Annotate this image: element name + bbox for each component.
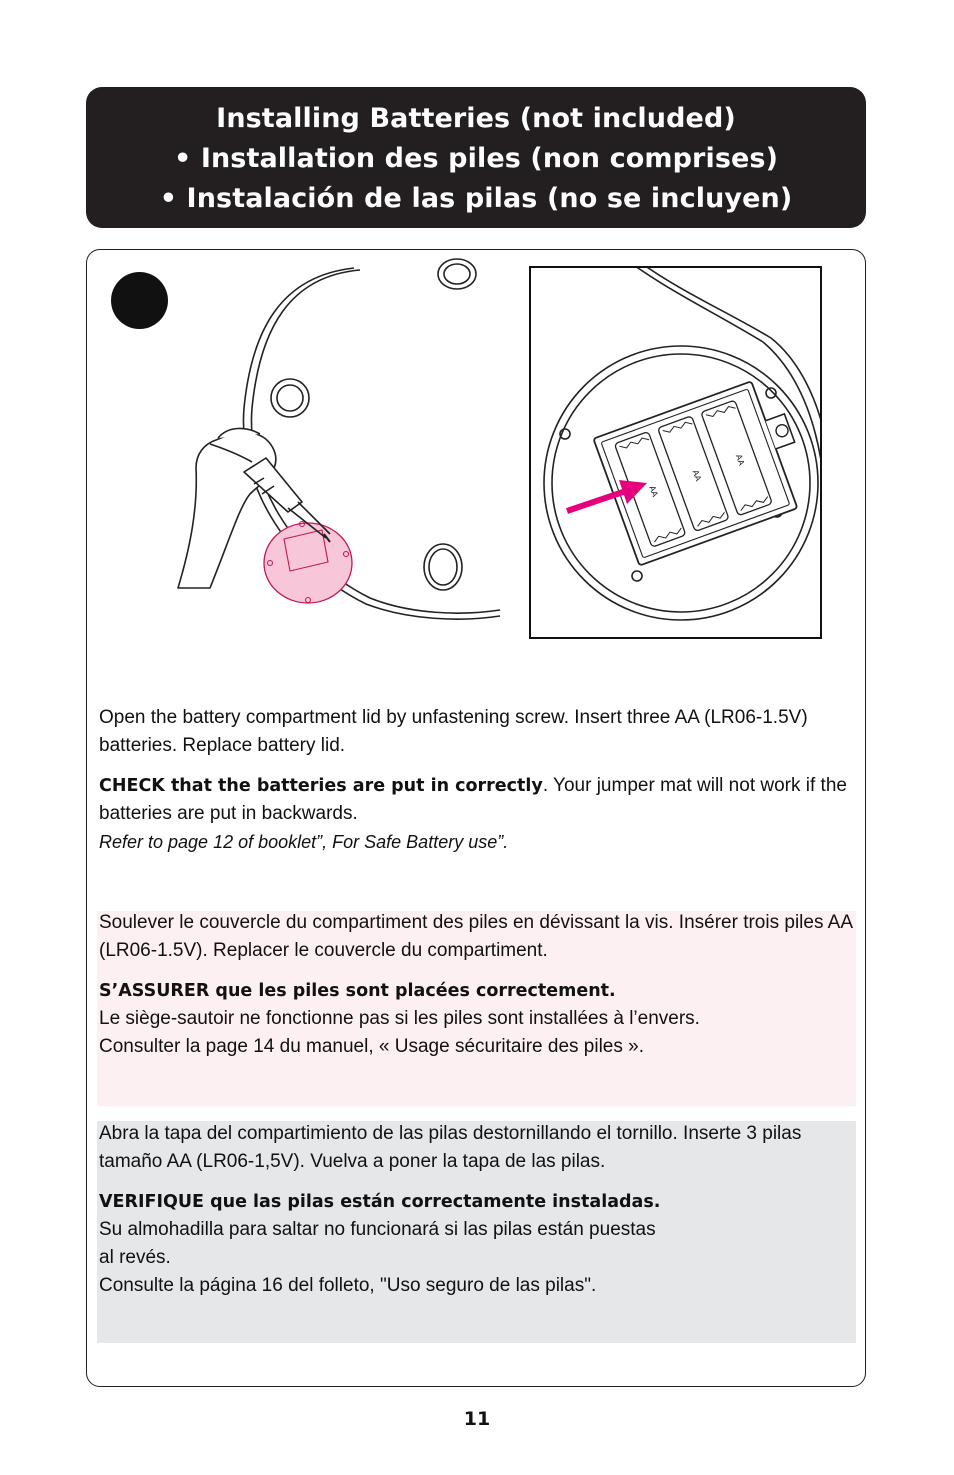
header-title-french: • Installation des piles (non comprises) [173,142,779,174]
english-instructions [99,704,859,856]
battery-lid [264,523,352,603]
english-warning [99,772,859,828]
english-warning-bold: CHECK that the batteries are put in correctly [99,776,543,796]
french-instructions [99,909,855,1061]
battery-label-1: AA [647,484,660,499]
header-title-english: Installing Batteries (not included) [216,102,736,134]
spanish-instructions [99,1120,855,1300]
french-reference: Consulter la page 14 du manuel, « Usage sécuritaire des piles ». [99,1036,644,1057]
spanish-reference: Consulte la página 16 del folleto, "Uso seguro de las pilas". [99,1275,597,1296]
step-marker [111,272,168,329]
illustration-unscrew-lid [170,258,505,628]
english-reference: Refer to page 12 of booklet”, For Safe Battery use”. [99,832,509,852]
french-warning-bold: S’ASSURER que les piles sont placées correctement. [99,981,616,1001]
battery-label-3: AA [733,453,747,467]
french-warning-text: Le siège-sautoir ne fonctionne pas si les piles sont installées à l’envers. [99,1008,700,1029]
illustration-battery-compartment [529,266,822,639]
spanish-warning-bold: VERIFIQUE que las pilas están correctamente instaladas. [99,1192,661,1212]
spanish-step-text: Abra la tapa del compartimiento de las pilas destornillando el tornillo. Inserte 3 pilas tamaño AA (LR06-1,5V). Vuelva a poner la tapa de las pilas. [99,1123,802,1172]
spanish-warning-text-1: Su almohadilla para saltar no funcionará si las pilas están puestas [99,1219,656,1240]
header-title-spanish: • Instalación de las pilas (no se incluyen) [159,182,793,214]
english-warning-text: . Your jumper mat will not work if the batteries are put in backwards. [99,775,847,824]
page-header [86,87,866,228]
french-step-text: Soulever le couvercle du compartiment des piles en dévissant la vis. Insérer trois piles AA (LR06-1.5V). Replacer le couvercle du compartiment. [99,912,852,961]
spanish-warning-text-2: al revés. [99,1247,171,1268]
battery-label-2: AA [690,468,703,483]
page-number: 11 [463,1408,491,1430]
english-step-text: Open the battery compartment lid by unfastening screw. Insert three AA (LR06-1.5V) batteries. Replace battery lid. [99,707,808,756]
